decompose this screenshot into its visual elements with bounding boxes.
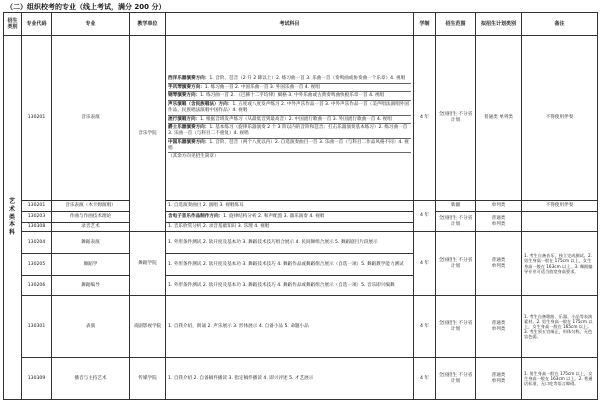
col-plan-type: 拟招生计划类别 (476, 13, 522, 36)
col-subjects: 考试科目 (166, 13, 414, 36)
table-row: 艺 术 类 本科 130201 音乐表演 音乐学院 西洋乐器演奏方向：1. 音阶、琶音（2 升 2 降以上）2. 练习曲一首 3. 乐曲一首（奏鸣曲或协奏曲一个乐章）4. 视唱 手风琴演奏方向：1. 练习曲一首 2. 中国乐曲一首 3. 外国乐曲一首 4. 视唱 钢琴演奏方向：1. 练习曲一首 2. 《巴赫十二平均律》赋格 3. 中外乐曲或古典奏鸣曲快板乐章一首 4. 视唱 声乐演唱（含民族唱法）方向：1. 五度或八度发声练习 2. 中外声乐作品一首 3. 中外声乐作品一首（美声唱法演唱外国作品，民族唱法演唱中国作品）4. 视唱 流行演唱方向：1. 根据音域发声练习（从最低音到最高音）2. 中国流行歌曲一首 3. 外国流行歌曲一首 4. 视唱 爵士乐器演奏方向：1. 基本练习（旋律乐器演奏 2 个 3 阶以内的音阶和琶音；打击乐器演奏基本练习）2. 练习曲一首 3. 乐曲一首（与科目二不重复）4. 视唱 中国乐器演奏方向：1. 音阶、琶音（两个八度以内）2. 自选演奏曲目一首 3. 乐曲一首（与科目二作品风格不同）4. 视唱 （其余方向见招生简章） 4 年 全国招生 不分省计划 普通类 单列类 不得使用伴奏 (4, 36, 598, 201)
table-row: 130201 音乐表演（木卡姆演唱） 1. 自选演奏曲目 2. 演唱 3. 视唱练耳 4 年 新疆 单列类 不得使用伴奏 (4, 201, 598, 212)
col-notes: 备注 (522, 13, 598, 36)
col-duration: 学制 (414, 13, 436, 36)
table-row: 130309 播音与主持艺术 传媒学院 1. 自我介绍 2. 自备稿件播读 3. 指定稿件播读 4. 即兴评述 5. 才艺展示 4 年 全国招生 不分省计划 普通类 单列类 1. 男生身高一般在 175cm 以上，女生身高一般在 163cm 以上。2. 普通话标准，无口吃等语言障碍。 (4, 358, 598, 400)
col-code: 专业代码 (22, 13, 52, 36)
majors-table (3, 12, 598, 400)
subjects-cell: 西洋乐器演奏方向：1. 音阶、琶音（2 升 2 降以上）2. 练习曲一首 3. 乐曲一首（奏鸣曲或协奏曲一个乐章）4. 视唱 手风琴演奏方向：1. 练习曲一首 2. 中国乐曲一首 3. 外国乐曲一首 4. 视唱 钢琴演奏方向：1. 练习曲一首 2. 《巴赫十二平均律》赋格 3. 中外乐曲或古典奏鸣曲快板乐章一首 4. 视唱 声乐演唱（含民族唱法）方向：1. 五度或八度发声练习 2. 中外声乐作品一首 3. 中外声乐作品一首（美声唱法演唱外国作品，民族唱法演唱中国作品）4. 视唱 流行演唱方向：1. 根据音域发声练习（从最低音到最高音）2. 中国流行歌曲一首 3. 外国流行歌曲一首 4. 视唱 爵士乐器演奏方向：1. 基本练习（旋律乐器演奏 2 个 3 阶以内的音阶和琶音；打击乐器演奏基本练习）2. 练习曲一首 3. 乐曲一首（与科目二不重复）4. 视唱 中国乐器演奏方向：1. 音阶、琶音（两个八度以内）2. 自选演奏曲目一首 3. 乐曲一首（与科目二作品风格不同）4. 视唱 （其余方向见招生简章） (166, 36, 414, 201)
col-category: 招生类别 (4, 13, 22, 36)
table-row: 130301 表演 戏剧影视学院 1. 自我介绍，朗诵 2. 声乐展示 3. 形体展示 4. 自备小品 5. 命题小品 4 年 全国招生 不分省计划 普通类 单列类 1. 考生自备歌曲、乐器、小品等表演素材。2. 男生身高一般在 175cm 以上，女生身高一般在 165cm 以上。3. 考生须五官端正，形体匀称，无色盲色弱。 (4, 296, 598, 358)
category-cell: 艺 术 类 本科 (4, 36, 22, 400)
table-row: 130308 录音艺术 1. 音乐欣赏分析 2. 录音基础知识 3. 乐理 4. 视唱 (4, 223, 598, 232)
table-header-row (4, 13, 598, 36)
col-major: 专业 (52, 13, 130, 36)
table-row: 130205 舞蹈学 1. 外形条件测试 2. 软开度及基本功 3. 舞蹈技术技巧 4. 舞蹈作品或舞蹈组合展示（自选一项）5. 舞蹈教学能力测试 (4, 254, 598, 276)
table-row: 130204 舞蹈表演 舞蹈学院 1. 外形条件测试 2. 软开度及基本功 3. 舞蹈技术技巧组合展示 4. 民间舞组合展示 5. 舞蹈剧目片段展示 4 年 全国招生 不分省计划 普通类 单列类 1. 考生自备音乐，独立完成测试。2. 男生身高一般在 175cm 以上，女生身高一般在 163cm 以上。3. 舞蹈编导专业可适当放宽身高要求。 (4, 232, 598, 254)
table-row: 130206 舞蹈编导 1. 外形条件测试 2. 软开度及基本功 3. 舞蹈技术技巧 4. 舞蹈作品或舞蹈组合展示（自选一项）5. 音乐即兴编舞 (4, 276, 598, 296)
col-unit: 教学单位 (130, 13, 166, 36)
col-scope: 招生范围 (436, 13, 476, 36)
section-heading: （二）组织校考的专业（线上考试，满分 200 分） (6, 3, 166, 11)
table-row: 130203 作曲与作曲技术理论 含电子音乐作品制作方向：1. 旋律结构分析 2. 和声配置 3. 器乐演奏 4. 视唱 全国招生 不分省计划 普通类 单列类 (4, 212, 598, 223)
